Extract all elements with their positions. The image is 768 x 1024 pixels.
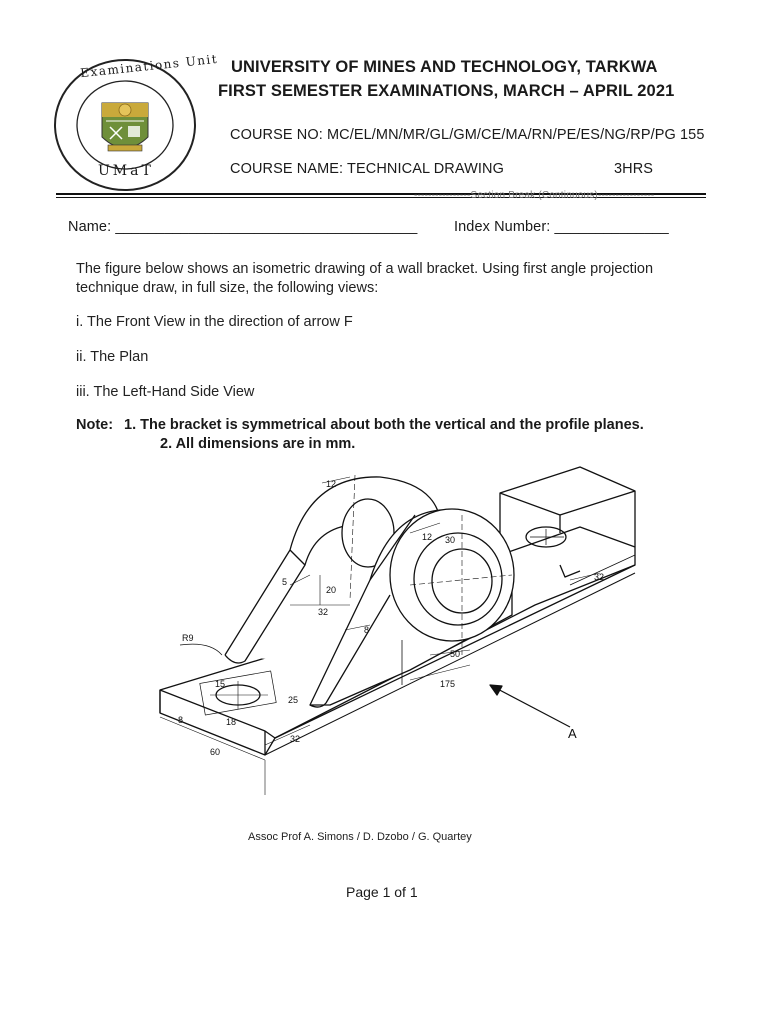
section-break: ----------------Section Break (Continuous)---------------- [414,190,655,201]
page-number: Page 1 of 1 [346,884,418,900]
index-line: ______________ [554,219,669,235]
svg-text:15: 15 [215,679,226,689]
svg-text:32: 32 [318,607,329,617]
svg-text:25: 25 [288,695,299,705]
note-label: Note: [76,417,114,433]
svg-text:60: 60 [210,747,221,757]
exam-duration: 3HRS [614,161,654,177]
svg-text:30: 30 [445,535,456,545]
seal-bottom-text: UMaT [98,163,154,179]
svg-text:8: 8 [364,625,370,635]
svg-text:A: A [568,726,577,741]
instructions-intro: The figure below shows an isometric drawing of a wall bracket. Using first angle projection technique draw, in full size, the following views: [76,261,654,296]
svg-text:32: 32 [290,734,301,744]
course-name: COURSE NAME: TECHNICAL DRAWING [230,161,504,177]
svg-text:50: 50 [450,649,461,659]
note-line-2: 2. All dimensions are in mm. [160,436,356,452]
isometric-drawing [140,455,660,800]
index-label: Index Number: [454,219,555,235]
instruction-item-plan: ii. The Plan [76,349,149,365]
svg-text:18: 18 [226,717,237,727]
name-line: _____________________________________ [115,219,418,235]
university-title: UNIVERSITY OF MINES AND TECHNOLOGY, TARKWA [231,58,658,76]
instruction-item-front-view: i. The Front View in the direction of arrow F [76,314,353,330]
instruction-item-side-view: iii. The Left-Hand Side View [76,384,255,400]
university-seal [50,51,219,195]
index-number-field[interactable] [454,219,669,235]
seal-ring-text: Examinations Unit [79,51,219,81]
name-field[interactable] [68,219,417,235]
svg-text:32: 32 [594,572,605,582]
note-line-1: 1. The bracket is symmetrical about both the vertical and the profile planes. [124,417,644,433]
exam-title: FIRST SEMESTER EXAMINATIONS, MARCH – APRIL 2021 [218,82,675,100]
svg-text:20: 20 [326,585,337,595]
svg-text:R9: R9 [182,633,194,643]
exam-authors: Assoc Prof A. Simons / D. Dzobo / G. Quartey [248,831,472,843]
course-number: COURSE NO: MC/EL/MN/MR/GL/GM/CE/MA/RN/PE/ES/NG/RP/PG 155 [230,127,705,143]
svg-text:8: 8 [178,715,184,725]
name-label: Name: [68,219,116,235]
svg-text:175: 175 [440,679,456,689]
svg-text:12: 12 [326,479,337,489]
svg-text:12: 12 [422,532,433,542]
svg-text:5: 5 [282,577,288,587]
